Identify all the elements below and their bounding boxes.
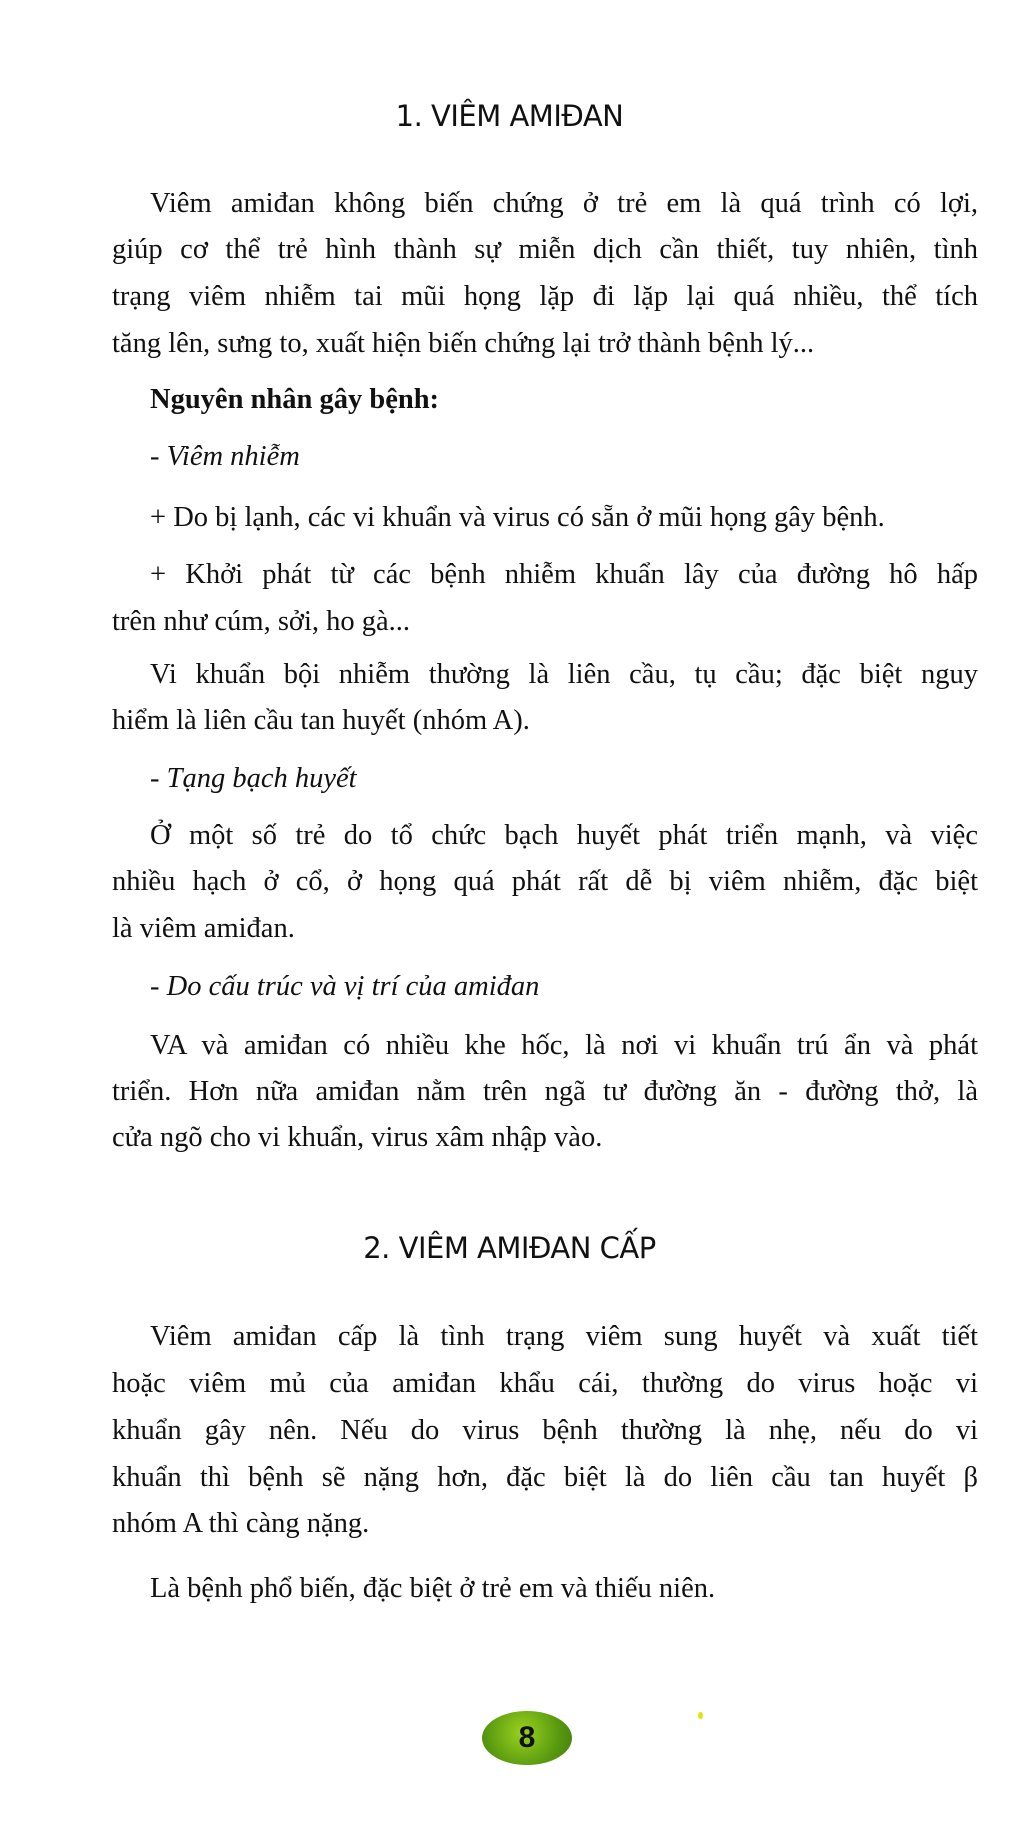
text-line: khuẩn gây nên. Nếu do virus bệnh thường là nhẹ, nếu do vi [112,1415,978,1446]
text-line: Ở một số trẻ do tổ chức bạch huyết phát triển mạnh, và việc [150,820,978,851]
text-line: khuẩn thì bệnh sẽ nặng hơn, đặc biệt là do liên cầu tan huyết β [112,1462,978,1493]
section-2-heading: 2. VIÊM AMIĐAN CẤP [363,1231,656,1265]
text-line: giúp cơ thể trẻ hình thành sự miễn dịch cần thiết, tuy nhiên, tình [112,234,978,265]
section-1-heading: 1. VIÊM AMIĐAN [395,99,624,133]
text-line: triển. Hơn nữa amiđan nằm trên ngã tư đường ăn - đường thở, là [112,1076,978,1107]
text-line: trên như cúm, sởi, ho gà... [112,606,411,637]
text-line: Viêm amiđan cấp là tình trạng viêm sung huyết và xuất tiết [150,1321,978,1352]
cause-title-lymphatic: - Tạng bạch huyết [150,763,357,794]
text-line: nhiều hạch ở cổ, ở họng quá phát rất dễ bị viêm nhiễm, đặc biệt [112,866,978,897]
text-line: hoặc viêm mủ của amiđan khẩu cái, thường do virus hoặc vi [112,1368,978,1399]
text-line: VA và amiđan có nhiều khe hốc, là nơi vi khuẩn trú ẩn và phát [150,1030,978,1061]
cause-title-infection: - Viêm nhiễm [150,441,300,472]
text-line: trạng viêm nhiễm tai mũi họng lặp đi lặp lại quá nhiều, thể tích [112,281,978,312]
text-line: cửa ngõ cho vi khuẩn, virus xâm nhập vào. [112,1122,603,1153]
text-line: tăng lên, sưng to, xuất hiện biến chứng lại trở thành bệnh lý... [112,328,815,359]
causes-heading: Nguyên nhân gây bệnh: [150,384,440,415]
text-line: Vi khuẩn bội nhiễm thường là liên cầu, tụ cầu; đặc biệt nguy [150,659,978,690]
text-line: Là bệnh phổ biến, đặc biệt ở trẻ em và thiếu niên. [150,1573,716,1604]
page-number: 8 [518,1721,536,1754]
scan-speck [698,1712,703,1719]
text-line: là viêm amiđan. [112,913,295,944]
text-line: nhóm A thì càng nặng. [112,1508,370,1539]
page-number-badge [482,1711,572,1765]
text-line: + Do bị lạnh, các vi khuẩn và virus có sẵn ở mũi họng gây bệnh. [150,502,885,533]
text-line: hiểm là liên cầu tan huyết (nhóm A). [112,705,530,736]
text-line: + Khởi phát từ các bệnh nhiễm khuẩn lây của đường hô hấp [150,559,978,590]
cause-title-structure: - Do cấu trúc và vị trí của amiđan [150,971,540,1002]
text-line: Viêm amiđan không biến chứng ở trẻ em là quá trình có lợi, [150,188,978,219]
